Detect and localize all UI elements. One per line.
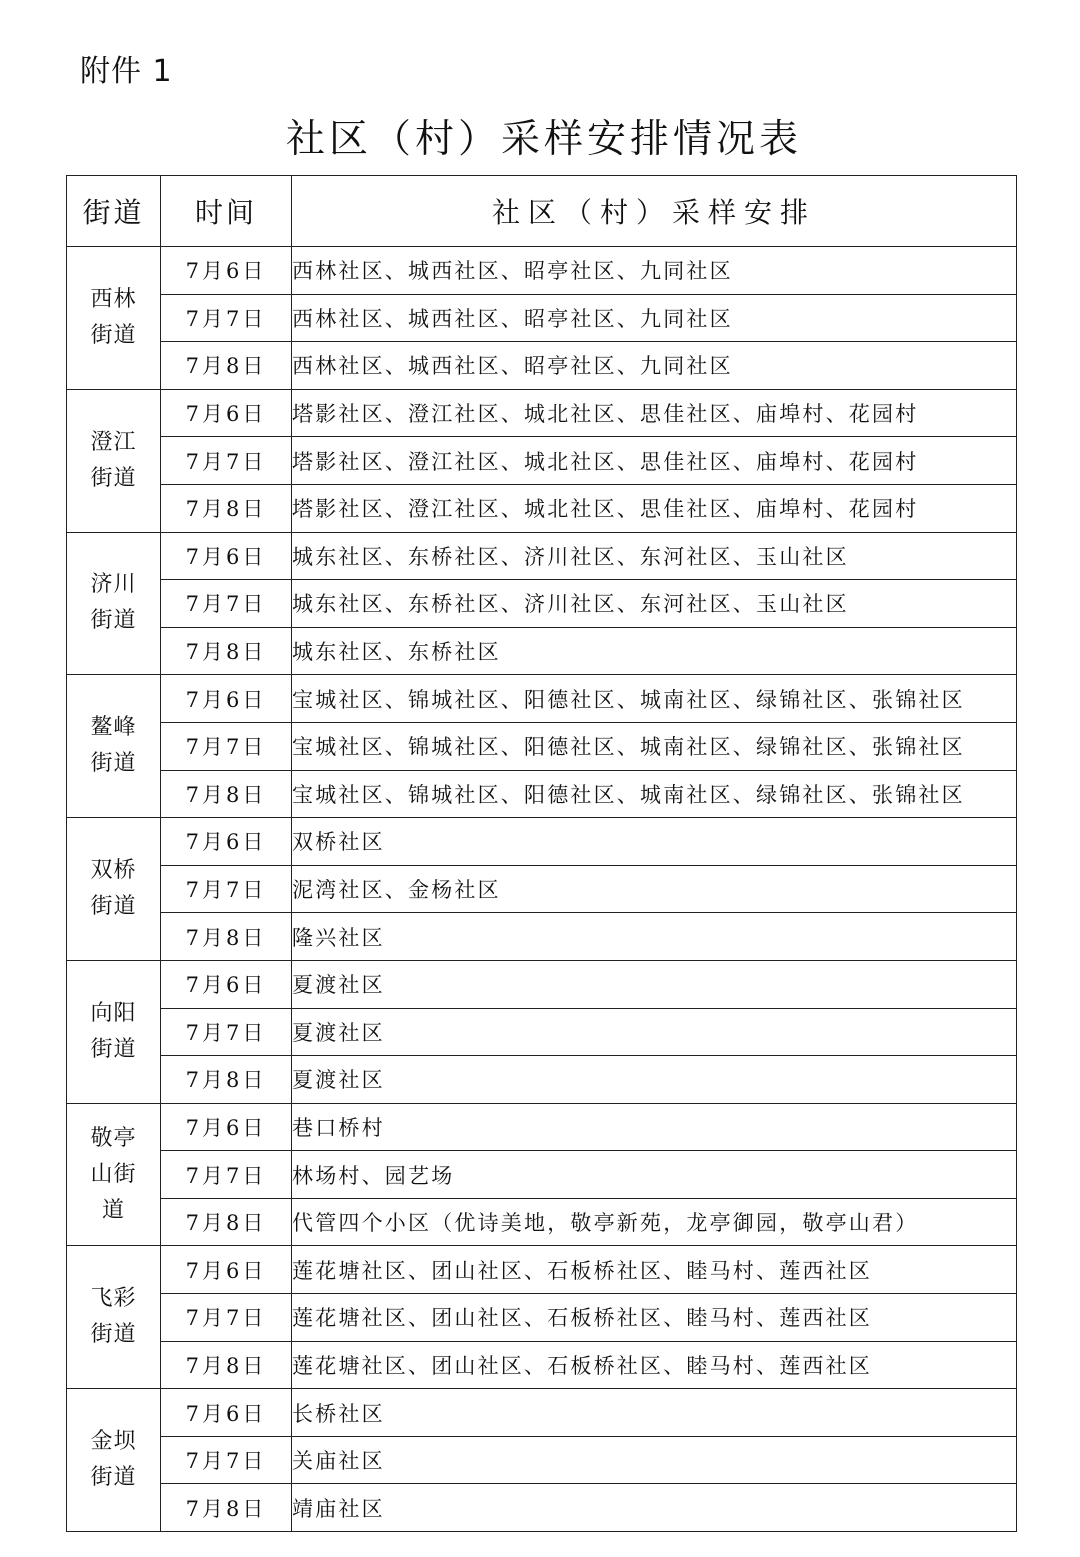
date-cell: 7月8日	[161, 627, 292, 675]
street-name-cell	[67, 1389, 161, 1532]
date-cell: 7月8日	[161, 484, 292, 532]
street-name: 鳌峰街道	[90, 715, 137, 777]
table-row	[67, 484, 1017, 532]
date-cell: 7月7日	[161, 865, 292, 913]
sampling-plan-cell: 城东社区、东桥社区、济川社区、东河社区、玉山社区	[292, 532, 1017, 580]
sampling-plan-cell: 西林社区、城西社区、昭亭社区、九同社区	[292, 342, 1017, 390]
date-cell: 7月6日	[161, 532, 292, 580]
table-row	[67, 1151, 1017, 1199]
date-cell: 7月6日	[161, 1103, 292, 1151]
table-row	[67, 913, 1017, 961]
sampling-plan-cell: 夏渡社区	[292, 1056, 1017, 1104]
table-row	[67, 580, 1017, 628]
table-row	[67, 1389, 1017, 1437]
sampling-plan-cell: 巷口桥村	[292, 1103, 1017, 1151]
street-name: 向阳街道	[90, 1000, 137, 1062]
sampling-plan-cell: 莲花塘社区、团山社区、石板桥社区、睦马村、莲西社区	[292, 1246, 1017, 1294]
sampling-plan-cell: 林场村、园艺场	[292, 1151, 1017, 1199]
street-name-cell	[67, 1103, 161, 1246]
date-cell: 7月8日	[161, 1198, 292, 1246]
sampling-plan-cell: 西林社区、城西社区、昭亭社区、九同社区	[292, 294, 1017, 342]
sampling-plan-cell: 莲花塘社区、团山社区、石板桥社区、睦马村、莲西社区	[292, 1341, 1017, 1389]
date-cell: 7月8日	[161, 342, 292, 390]
sampling-plan-cell: 夏渡社区	[292, 960, 1017, 1008]
sampling-plan-cell: 隆兴社区	[292, 913, 1017, 961]
sampling-plan-cell: 宝城社区、锦城社区、阳德社区、城南社区、绿锦社区、张锦社区	[292, 722, 1017, 770]
street-name: 飞彩街道	[90, 1286, 137, 1348]
sampling-plan-cell: 双桥社区	[292, 818, 1017, 866]
table-row	[67, 1294, 1017, 1342]
table-row	[67, 532, 1017, 580]
column-header-time: 时间	[161, 176, 292, 247]
street-name-cell	[67, 818, 161, 961]
sampling-schedule-table	[66, 175, 1017, 1532]
sampling-plan-cell: 长桥社区	[292, 1389, 1017, 1437]
date-cell: 7月7日	[161, 580, 292, 628]
table-row	[67, 1056, 1017, 1104]
table-row	[67, 960, 1017, 1008]
date-cell: 7月8日	[161, 1484, 292, 1532]
sampling-plan-cell: 夏渡社区	[292, 1008, 1017, 1056]
document-title: 社区（村）采样安排情况表	[285, 117, 802, 162]
date-cell: 7月7日	[161, 437, 292, 485]
street-name: 敬亭山街道	[90, 1125, 137, 1223]
street-name-cell	[67, 1246, 161, 1389]
sampling-plan-cell: 莲花塘社区、团山社区、石板桥社区、睦马村、莲西社区	[292, 1294, 1017, 1342]
table-row	[67, 865, 1017, 913]
table-body	[67, 247, 1017, 1532]
date-cell: 7月7日	[161, 1294, 292, 1342]
table-header-row	[67, 176, 1017, 247]
sampling-plan-cell: 城东社区、东桥社区、济川社区、东河社区、玉山社区	[292, 580, 1017, 628]
column-header-plan: 社区（村）采样安排	[292, 176, 1017, 247]
date-cell: 7月8日	[161, 913, 292, 961]
street-name-cell	[67, 389, 161, 532]
date-cell: 7月7日	[161, 1436, 292, 1484]
attachment-label: 附件 1	[80, 54, 173, 89]
sampling-plan-cell: 泥湾社区、金杨社区	[292, 865, 1017, 913]
street-name: 西林街道	[90, 286, 137, 348]
table-row	[67, 437, 1017, 485]
street-name: 金坝街道	[90, 1429, 137, 1491]
table-row	[67, 1008, 1017, 1056]
date-cell: 7月6日	[161, 1246, 292, 1294]
date-cell: 7月8日	[161, 770, 292, 818]
date-cell: 7月6日	[161, 389, 292, 437]
table-row	[67, 675, 1017, 723]
sampling-plan-cell: 塔影社区、澄江社区、城北社区、思佳社区、庙埠村、花园村	[292, 389, 1017, 437]
street-name: 澄江街道	[90, 429, 137, 491]
sampling-plan-cell: 宝城社区、锦城社区、阳德社区、城南社区、绿锦社区、张锦社区	[292, 675, 1017, 723]
street-name-cell	[67, 675, 161, 818]
sampling-plan-cell: 塔影社区、澄江社区、城北社区、思佳社区、庙埠村、花园村	[292, 437, 1017, 485]
date-cell: 7月7日	[161, 1151, 292, 1199]
sampling-plan-cell: 宝城社区、锦城社区、阳德社区、城南社区、绿锦社区、张锦社区	[292, 770, 1017, 818]
table-row	[67, 294, 1017, 342]
table-row	[67, 770, 1017, 818]
street-name: 双桥街道	[90, 858, 137, 920]
street-name-cell	[67, 532, 161, 675]
table-row	[67, 627, 1017, 675]
table-row	[67, 1484, 1017, 1532]
street-name: 济川街道	[90, 572, 137, 634]
date-cell: 7月8日	[161, 1341, 292, 1389]
date-cell: 7月7日	[161, 294, 292, 342]
table-row	[67, 818, 1017, 866]
sampling-plan-cell: 靖庙社区	[292, 1484, 1017, 1532]
sampling-plan-cell: 城东社区、东桥社区	[292, 627, 1017, 675]
street-name-cell	[67, 960, 161, 1103]
table-row	[67, 247, 1017, 295]
date-cell: 7月6日	[161, 1389, 292, 1437]
date-cell: 7月6日	[161, 960, 292, 1008]
table-row	[67, 722, 1017, 770]
table-row	[67, 1341, 1017, 1389]
column-header-street: 街道	[67, 176, 161, 247]
street-name-cell	[67, 247, 161, 390]
sampling-plan-cell: 代管四个小区（优诗美地，敬亭新苑，龙亭御园，敬亭山君）	[292, 1198, 1017, 1246]
table-row	[67, 1436, 1017, 1484]
sampling-plan-cell: 西林社区、城西社区、昭亭社区、九同社区	[292, 247, 1017, 295]
date-cell: 7月6日	[161, 675, 292, 723]
date-cell: 7月6日	[161, 818, 292, 866]
table-row	[67, 389, 1017, 437]
sampling-plan-cell: 塔影社区、澄江社区、城北社区、思佳社区、庙埠村、花园村	[292, 484, 1017, 532]
date-cell: 7月7日	[161, 722, 292, 770]
sampling-plan-cell: 关庙社区	[292, 1436, 1017, 1484]
table-row	[67, 1103, 1017, 1151]
date-cell: 7月7日	[161, 1008, 292, 1056]
date-cell: 7月6日	[161, 247, 292, 295]
table-row	[67, 342, 1017, 390]
date-cell: 7月8日	[161, 1056, 292, 1104]
table-row	[67, 1198, 1017, 1246]
table-row	[67, 1246, 1017, 1294]
